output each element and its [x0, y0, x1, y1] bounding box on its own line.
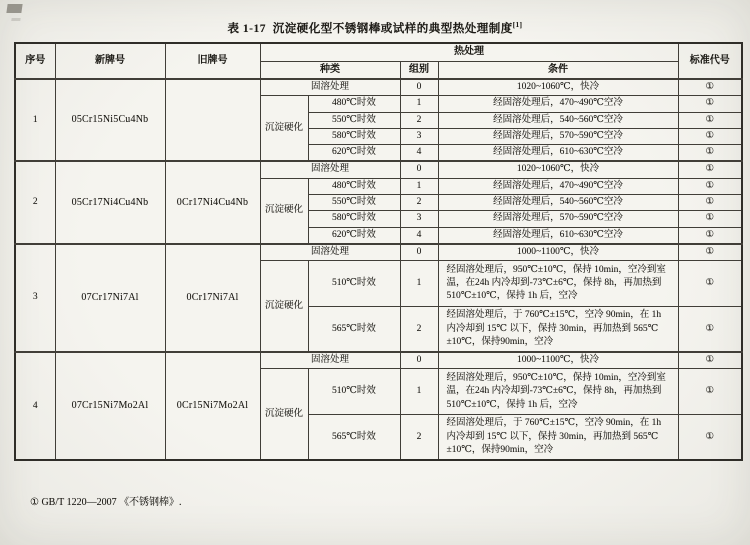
- hardening-label-cell: 沉淀硬化: [260, 369, 308, 460]
- treatment-kind-cell: 620℃时效: [308, 145, 400, 162]
- table-number: 表 1-17: [227, 23, 267, 35]
- seq-cell: 4: [15, 352, 55, 460]
- condition-cell: 1000~1100℃，快冷: [438, 352, 678, 369]
- standard-code-cell: ①: [678, 307, 742, 352]
- standard-code-cell: ①: [678, 195, 742, 211]
- condition-cell: 经固溶处理后，950℃±10℃，保持 10min，空冷到室温，在24h 内冷却到-73℃±6℃，保持 8h，再加热到 510℃±10℃，保持 1h 后，空冷: [438, 261, 678, 307]
- group-cell: 1: [400, 178, 438, 194]
- table-title: [0, 20, 750, 36]
- header-old-grade: 旧牌号: [165, 43, 260, 79]
- group-cell: 1: [400, 369, 438, 415]
- standard-code-cell: ①: [678, 227, 742, 244]
- group-cell: 4: [400, 145, 438, 162]
- treatment-kind-cell: 480℃时效: [308, 178, 400, 194]
- standard-code-cell: ①: [678, 369, 742, 415]
- condition-cell: 1020~1060℃，快冷: [438, 161, 678, 178]
- group-cell: 0: [400, 79, 438, 96]
- treatment-kind-cell: 620℃时效: [308, 227, 400, 244]
- seq-cell: 1: [15, 79, 55, 161]
- condition-cell: 经固溶处理后，610~630℃空冷: [438, 227, 678, 244]
- condition-cell: 经固溶处理后，于 760℃±15℃，空冷 90min，在 1h 内冷却到 15℃ 以下，保持 30min，再加热到 565℃±10℃，保持90min，空冷: [438, 415, 678, 460]
- treatment-kind-cell: 580℃时效: [308, 128, 400, 144]
- standard-code-cell: ①: [678, 261, 742, 307]
- table-container: [14, 42, 743, 461]
- group-cell: 0: [400, 352, 438, 369]
- new-grade-cell: 07Cr15Ni7Mo2Al: [55, 352, 165, 460]
- condition-cell: 经固溶处理后，950℃±10℃，保持 10min，空冷到室温，在24h 内冷却到-73℃±6℃，保持 8h，再加热到 510℃±10℃，保持 1h 后，空冷: [438, 369, 678, 415]
- treatment-kind-cell: 565℃时效: [308, 415, 400, 460]
- condition-cell: 1020~1060℃，快冷: [438, 79, 678, 96]
- old-grade-cell: 0Cr15Ni7Mo2Al: [165, 352, 260, 460]
- header-condition: 条件: [438, 61, 678, 79]
- solution-kind-cell: 固溶处理: [260, 79, 400, 96]
- group-cell: 4: [400, 227, 438, 244]
- old-grade-cell: [165, 79, 260, 161]
- condition-cell: 经固溶处理后，470~490℃空冷: [438, 96, 678, 112]
- solution-kind-cell: 固溶处理: [260, 161, 400, 178]
- condition-cell: 经固溶处理后，570~590℃空冷: [438, 128, 678, 144]
- group-cell: 2: [400, 415, 438, 460]
- standard-code-cell: ①: [678, 161, 742, 178]
- table-title-text: 沉淀硬化型不锈钢棒或试样的典型热处理制度: [272, 23, 513, 35]
- standard-code-cell: ①: [678, 145, 742, 162]
- hardening-label-cell: 沉淀硬化: [260, 178, 308, 244]
- solution-kind-cell: 固溶处理: [260, 352, 400, 369]
- solution-kind-cell: 固溶处理: [260, 244, 400, 261]
- standard-code-cell: ①: [678, 112, 742, 128]
- condition-cell: 经固溶处理后，于 760℃±15℃，空冷 90min，在 1h 内冷却到 15℃ 以下，保持 30min，再加热到 565℃±10℃，保持90min，空冷: [438, 307, 678, 352]
- seq-cell: 3: [15, 244, 55, 352]
- condition-cell: 经固溶处理后，570~590℃空冷: [438, 211, 678, 227]
- condition-cell: 经固溶处理后，540~560℃空冷: [438, 112, 678, 128]
- group-cell: 1: [400, 96, 438, 112]
- condition-cell: 经固溶处理后，610~630℃空冷: [438, 145, 678, 162]
- scan-artifact: [6, 4, 22, 13]
- title-footnote-ref: [1]: [512, 21, 523, 30]
- treatment-kind-cell: 550℃时效: [308, 112, 400, 128]
- treatment-kind-cell: 510℃时效: [308, 261, 400, 307]
- standard-code-cell: ①: [678, 79, 742, 96]
- hardening-label-cell: 沉淀硬化: [260, 96, 308, 162]
- old-grade-cell: 0Cr17Ni4Cu4Nb: [165, 161, 260, 243]
- group-cell: 2: [400, 307, 438, 352]
- old-grade-cell: 0Cr17Ni7Al: [165, 244, 260, 352]
- new-grade-cell: 05Cr15Ni5Cu4Nb: [55, 79, 165, 161]
- group-cell: 2: [400, 195, 438, 211]
- standard-code-cell: ①: [678, 178, 742, 194]
- standard-code-cell: ①: [678, 244, 742, 261]
- group-cell: 3: [400, 211, 438, 227]
- header-kind: 种类: [260, 61, 400, 79]
- new-grade-cell: 05Cr17Ni4Cu4Nb: [55, 161, 165, 243]
- treatment-kind-cell: 510℃时效: [308, 369, 400, 415]
- group-cell: 2: [400, 112, 438, 128]
- seq-cell: 2: [15, 161, 55, 243]
- group-cell: 0: [400, 161, 438, 178]
- condition-cell: 经固溶处理后，540~560℃空冷: [438, 195, 678, 211]
- header-seq: 序号: [15, 43, 55, 79]
- heat-treatment-table: [14, 42, 743, 461]
- new-grade-cell: 07Cr17Ni7Al: [55, 244, 165, 352]
- treatment-kind-cell: 480℃时效: [308, 96, 400, 112]
- condition-cell: 1000~1100℃，快冷: [438, 244, 678, 261]
- header-new-grade: 新牌号: [55, 43, 165, 79]
- standard-code-cell: ①: [678, 128, 742, 144]
- standard-code-cell: ①: [678, 415, 742, 460]
- header-heat-treatment: 热处理: [260, 43, 678, 61]
- group-cell: 0: [400, 244, 438, 261]
- standard-code-cell: ①: [678, 352, 742, 369]
- header-group: 组别: [400, 61, 438, 79]
- treatment-kind-cell: 565℃时效: [308, 307, 400, 352]
- condition-cell: 经固溶处理后，470~490℃空冷: [438, 178, 678, 194]
- treatment-kind-cell: 550℃时效: [308, 195, 400, 211]
- footnote: ① GB/T 1220—2007 《不锈钢棒》.: [30, 497, 182, 508]
- standard-code-cell: ①: [678, 96, 742, 112]
- standard-code-cell: ①: [678, 211, 742, 227]
- treatment-kind-cell: 580℃时效: [308, 211, 400, 227]
- hardening-label-cell: 沉淀硬化: [260, 261, 308, 352]
- header-standard-code: 标准代号: [678, 43, 742, 79]
- group-cell: 1: [400, 261, 438, 307]
- group-cell: 3: [400, 128, 438, 144]
